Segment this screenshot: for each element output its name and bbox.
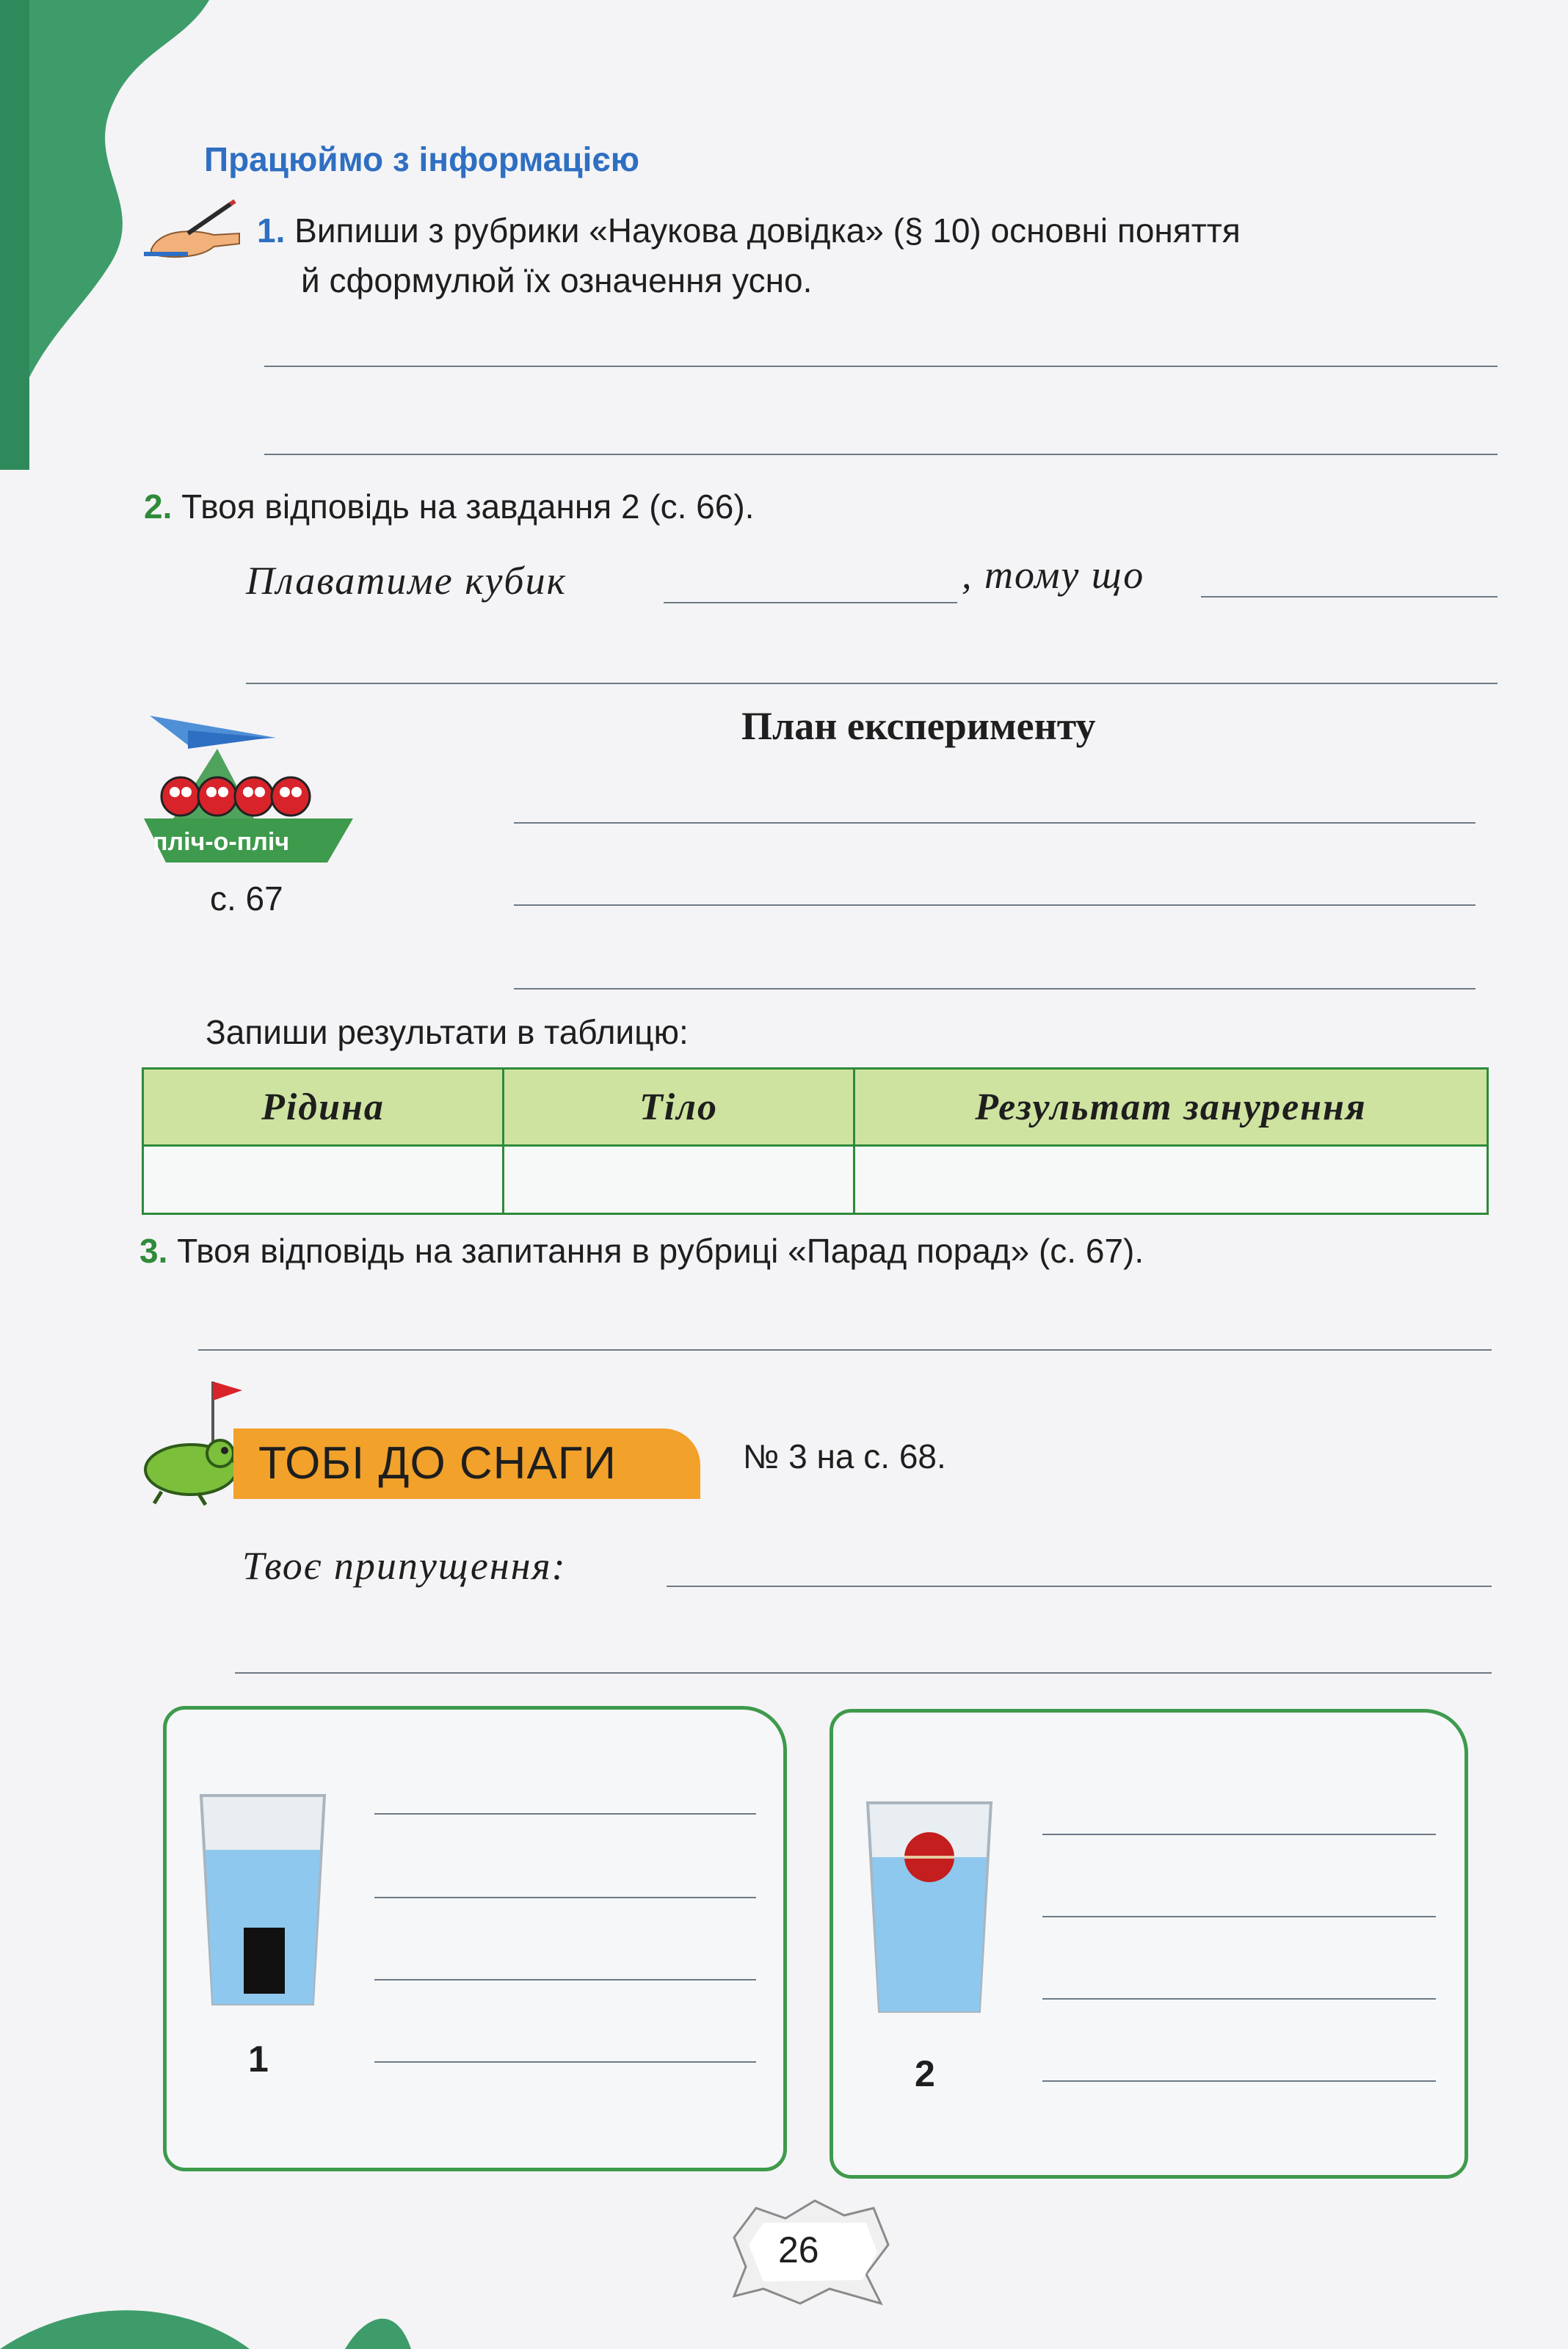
task1-line2: й сформулюй їх означення усно. bbox=[301, 261, 813, 299]
table-header-body: Тіло bbox=[504, 1069, 854, 1146]
table-header-liquid: Рідина bbox=[143, 1069, 504, 1146]
task2-phrase-start: Плаватиме кубик bbox=[246, 559, 567, 603]
task2-prompt: Твоя відповідь на завдання 2 (с. 66). bbox=[181, 487, 755, 526]
answer-line[interactable] bbox=[1042, 1998, 1436, 2000]
table-cell[interactable] bbox=[854, 1146, 1488, 1214]
answer-line[interactable] bbox=[1042, 1916, 1436, 1917]
task1-number: 1. bbox=[257, 211, 286, 250]
figure-label-2: 2 bbox=[915, 2053, 935, 2094]
answer-line[interactable] bbox=[514, 822, 1476, 824]
task3-number: 3. bbox=[139, 1232, 168, 1270]
task2-number: 2. bbox=[144, 487, 173, 526]
task1-text bbox=[257, 206, 1505, 305]
extra-task-ref: № 3 на с. 68. bbox=[743, 1437, 946, 1475]
figure-label-1: 1 bbox=[248, 2038, 269, 2080]
answer-line[interactable] bbox=[667, 1586, 1492, 1587]
task3-prompt: Твоя відповідь на запитання в рубриці «Парад порад» (с. 67). bbox=[177, 1232, 1144, 1270]
task2-phrase-mid: , тому що bbox=[962, 553, 1145, 597]
plan-page-ref: с. 67 bbox=[210, 879, 283, 918]
table-header-result: Результат занурення bbox=[854, 1069, 1488, 1146]
task1-line1: Випиши з рубрики «Наукова довідка» (§ 10) основні поняття bbox=[294, 211, 1241, 250]
answer-line[interactable] bbox=[374, 1813, 756, 1815]
task2-text bbox=[144, 482, 754, 531]
answer-line[interactable] bbox=[1042, 2080, 1436, 2082]
results-table bbox=[142, 1067, 1489, 1215]
answer-line[interactable] bbox=[1201, 596, 1498, 598]
table-cell[interactable] bbox=[504, 1146, 854, 1214]
decorative-corner bbox=[0, 2261, 440, 2349]
answer-line[interactable] bbox=[514, 988, 1476, 990]
answer-line[interactable] bbox=[1042, 1834, 1436, 1835]
guess-label: Твоє припущення: bbox=[242, 1544, 567, 1588]
answer-line[interactable] bbox=[374, 2061, 756, 2063]
writing-hand-icon bbox=[144, 198, 247, 264]
answer-line[interactable] bbox=[198, 1349, 1492, 1351]
answer-line[interactable] bbox=[374, 1979, 756, 1981]
answer-line[interactable] bbox=[246, 683, 1498, 684]
task3-text bbox=[139, 1226, 1144, 1276]
plan-title: План експерименту bbox=[741, 704, 1096, 748]
table-cell[interactable] bbox=[143, 1146, 504, 1214]
glass-with-sinking-cube-icon bbox=[197, 1791, 329, 2011]
glass-with-floating-ball-icon bbox=[863, 1798, 995, 2019]
answer-line[interactable] bbox=[264, 454, 1498, 455]
answer-line[interactable] bbox=[264, 366, 1498, 367]
section-title: Працюймо з інформацією bbox=[204, 140, 640, 178]
answer-line[interactable] bbox=[514, 904, 1476, 906]
answer-line[interactable] bbox=[235, 1672, 1492, 1674]
extra-task-badge: ТОБІ ДО СНАГИ bbox=[233, 1428, 700, 1499]
teamwork-badge: пліч-о-пліч bbox=[153, 828, 290, 856]
answer-line[interactable] bbox=[664, 602, 957, 603]
answer-line[interactable] bbox=[374, 1897, 756, 1898]
table-intro: Запиши результати в таблицю: bbox=[206, 1013, 689, 1051]
page-number: 26 bbox=[778, 2229, 819, 2270]
